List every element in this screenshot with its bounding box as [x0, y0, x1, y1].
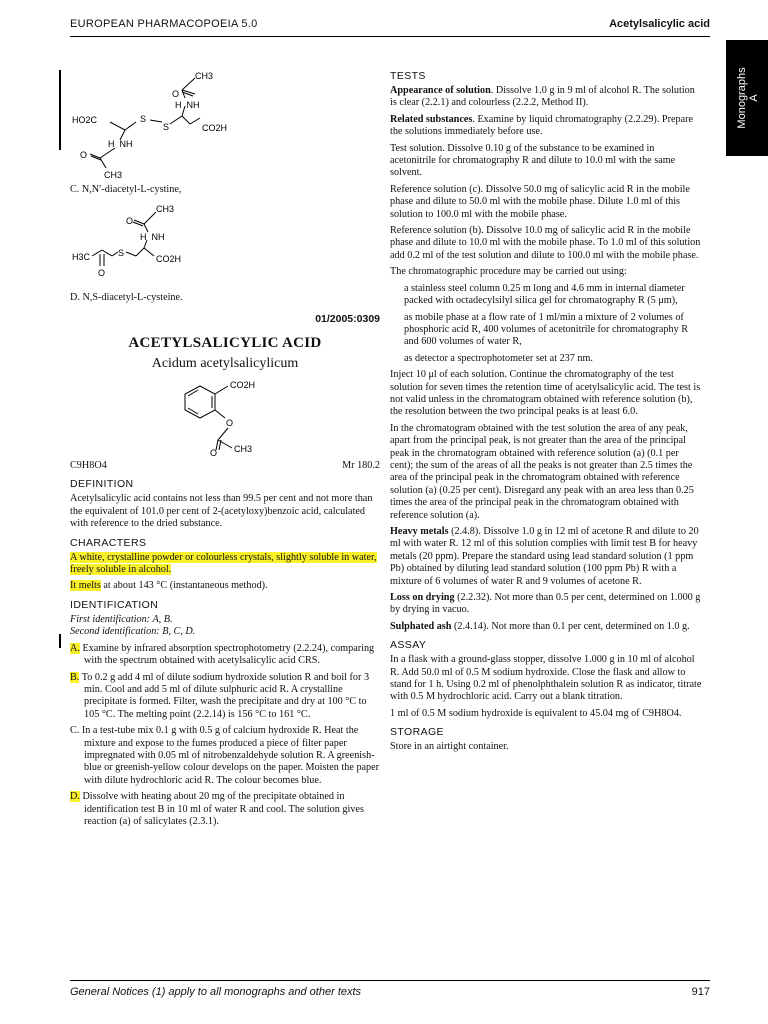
heavy-metals-text: (2.4.8). Dissolve 1.0 g in 12 ml of acetone R and dilute to 20 ml with water R. 12 ml of this solution complies with limit test B for heavy metals (20 ppm). Prepare the standard using lead standard solution (1 ppm Pb) obtained by diluting lead standard solution (100 ppm Pb) R with a mixture of 6 volumes of water R and 9 volumes of acetone R.	[390, 526, 699, 587]
struct-c-o-top: O	[172, 89, 180, 99]
struct-c-ch3-top: CH3	[195, 71, 214, 81]
right-column	[390, 70, 702, 758]
struct-c-nh-top: H NH	[175, 100, 200, 110]
limits-text: In the chromatogram obtained with the test solution the area of any peak, apart from the principal peak, is not greater than the area of the principal peak in the chromatogram obtained with reference solution (a) (0.1 per cent); the sum of the areas of all the peaks is not greater than 2.5 times the area of the principal peak in the chromatogram obtained with reference solution (a) (0.25 per cent). Disregard any peak with an area less than 0.25 times the area of the principal peak in the chromatogram obtained with reference solution (a).	[390, 422, 694, 521]
id-b-text: To 0.2 g add 4 ml of dilute sodium hydroxide solution R and boil for 3 min. Cool and add 5 ml of dilute sulphuric acid R. A crystalline precipitate is formed. Filter, wash the precipitate and dry at 100 °C to 105 °C. The melting point (2.2.14) is 156 °C to 161 °C.	[79, 671, 370, 720]
struct-d-nh: H NH	[140, 232, 165, 243]
procedure-mobile-phase: as mobile phase at a flow rate of 1 ml/min a mixture of 2 volumes of phosphoric acid R, 400 volumes of acetonitrile for chromatography R and 600 volumes of water R,	[404, 311, 689, 348]
struct-main-co2h: CO2H	[230, 380, 256, 391]
reference-solution-b: Reference solution (b). Dissolve 10.0 mg of salicylic acid R in the mobile phase and dilute to 10.0 ml with the mobile phase. To 1.0 ml of this solution add 0.2 ml of the test solution and dilute to 100.0 ml with the mobile phase.	[390, 225, 701, 261]
definition-heading: DEFINITION	[70, 478, 134, 491]
molecular-formula: C9H8O4	[70, 460, 107, 472]
caption-d: D. N,S-diacetyl-L-cysteine.	[70, 292, 183, 304]
id-b-label: B.	[70, 671, 80, 683]
page-number: 917	[691, 986, 710, 998]
relative-molecular-mass: Mr 180.2	[342, 460, 380, 472]
structure-acetylsalicylic-acid	[70, 378, 380, 456]
related-heading: Related substances	[390, 113, 473, 125]
first-identification: First identification: A, B.	[70, 613, 173, 625]
monograph-reference: 01/2005:0309	[315, 312, 380, 325]
footer-rule	[70, 980, 710, 981]
procedure-intro: The chromatographic procedure may be carried out using:	[390, 266, 627, 278]
struct-main-o-carbonyl: O	[210, 448, 218, 457]
structure-c-diacetylcystine	[70, 60, 270, 182]
procedure-column: a stainless steel column 0.25 m long and 4.6 mm in internal diameter packed with octadecylsilyl silica gel for chromatography R (5 μm),	[404, 282, 685, 307]
monograph-title: ACETYLSALICYLIC ACID	[128, 335, 322, 352]
struct-d-ch3-top: CH3	[156, 204, 175, 215]
equivalence-text: 1 ml of 0.5 M sodium hydroxide is equivalent to 45.04 mg of C9H8O4.	[390, 707, 682, 719]
footer-note: General Notices (1) apply to all monographs and other texts	[70, 986, 362, 998]
monographs-tab	[726, 40, 768, 156]
structure-d-diacetylcysteine	[70, 204, 270, 290]
struct-c-co2h: CO2H	[202, 123, 228, 133]
struct-c-nh-bottom: H NH	[108, 139, 133, 149]
change-bar-characters	[59, 634, 61, 648]
injection-text: Inject 10 μl of each solution. Continue the chromatography of the test solution for seven times the retention time of acetylsalicylic acid. The test is not valid unless in the chromatogram obtained with reference solution (b), the resolution between the two principal peaks is at least 6.0.	[390, 369, 701, 418]
storage-heading: STORAGE	[390, 726, 444, 739]
running-header-right: Acetylsalicylic acid	[609, 18, 710, 30]
tests-heading: TESTS	[390, 70, 426, 82]
struct-c-ch3-bottom: CH3	[104, 170, 123, 180]
procedure-detector: as detector a spectrophotometer set at 237 nm.	[404, 352, 593, 364]
id-a-label: A.	[70, 642, 80, 654]
monograph-latin-name: Acidum acetylsalicylicum	[151, 355, 299, 371]
struct-d-h3c: H3C	[72, 252, 91, 263]
loss-on-drying-heading: Loss on drying	[390, 592, 455, 604]
struct-d-co2h: CO2H	[156, 254, 182, 265]
id-a-text: Examine by infrared absorption spectrophotometry (2.2.24), comparing with the spectrum obtained with acetylsalicylic acid CRS.	[79, 642, 375, 667]
struct-d-s: S	[118, 248, 125, 259]
running-header-left: EUROPEAN PHARMACOPOEIA 5.0	[70, 18, 258, 30]
related-text: . Examine by liquid chromatography (2.2.29). Prepare the solutions immediately before use.	[390, 113, 694, 138]
melting-text: at about 143 °C (instantaneous method).	[100, 580, 268, 592]
struct-c-ho2c: HO2C	[72, 115, 98, 125]
test-solution: Test solution. Dissolve 0.10 g of the substance to be examined in acetonitrile for chromatography R and dilute to 10.0 ml with the same solvent.	[390, 142, 676, 179]
struct-c-o-bottom: O	[80, 150, 88, 160]
struct-d-o-top: O	[126, 216, 134, 227]
characters-heading: CHARACTERS	[70, 536, 147, 549]
storage-text: Store in an airtight container.	[390, 741, 509, 753]
formula-row	[70, 460, 380, 472]
reference-solution-c: Reference solution (c). Dissolve 50.0 mg of salicylic acid R in the mobile phase and dilute to 50.0 ml with the mobile phase. Dilute 1.0 ml of this solution to 100.0 ml with the mobile phase.	[390, 183, 690, 220]
left-column	[70, 60, 380, 832]
change-bar-top	[59, 70, 61, 150]
id-d-text: Dissolve with heating about 20 mg of the precipitate obtained in identification test B in 10 ml of water R and cool. The solution gives reaction (a) of salicylates (2.3.1).	[79, 791, 364, 827]
struct-c-s2: S	[163, 122, 170, 132]
appearance-text: . Dissolve 1.0 g in 9 ml of alcohol R. The solution is clear (2.2.1) and colourless (2.2.2, Method II).	[390, 85, 695, 109]
loss-on-drying-text: (2.2.32). Not more than 0.5 per cent, determined on 1.000 g by drying in vacuo.	[390, 592, 701, 616]
tab-letter: A	[748, 94, 760, 102]
sulphated-ash-heading: Sulphated ash	[390, 620, 452, 632]
appearance-heading: Appearance of solution	[390, 85, 491, 96]
definition-text: Acetylsalicylic acid contains not less than 99.5 per cent and not more than the equivalent of 101.0 per cent of 2-(acetyloxy)benzoic acid, calculated with reference to the dried substance.	[70, 493, 373, 530]
identification-heading: IDENTIFICATION	[70, 598, 159, 611]
sulphated-ash-text: (2.4.14). Not more than 0.1 per cent, determined on 1.0 g.	[451, 620, 690, 632]
characters-highlight: A white, crystalline powder or colourless crystals, slightly soluble in water, freely soluble in alcohol.	[70, 551, 377, 576]
melting-highlight: It melts	[70, 580, 101, 592]
assay-heading: ASSAY	[390, 639, 427, 652]
heavy-metals-heading: Heavy metals	[390, 526, 449, 537]
tab-label: Monographs	[736, 67, 748, 129]
second-identification: Second identification: B, C, D.	[70, 626, 196, 638]
id-c-text: C. In a test-tube mix 0.1 g with 0.5 g of calcium hydroxide R. Heat the mixture and expose to the fumes produced a piece of filter paper impregnated with 0.05 ml of nitrobenzaldehyde solution R. A greenish-blue or greenish-yellow colour develops on the paper. Moisten the paper with dilute hydrochloric acid R. The colour becomes blue.	[70, 725, 380, 786]
header-rule	[70, 36, 710, 37]
struct-main-ch3: CH3	[234, 444, 253, 455]
caption-c: C. N,N′-diacetyl-L-cystine,	[70, 184, 182, 195]
assay-text: In a flask with a ground-glass stopper, dissolve 1.000 g in 10 ml of alcohol R. Add 50.0 ml of 0.5 M sodium hydroxide. Close the flask and allow to stand for 1 h. Using 0.2 ml of phenolphthalein solution R as indicator, titrate with 0.5 M hydrochloric acid. Carry out a blank titration.	[390, 654, 702, 703]
struct-d-o-bottom: O	[98, 268, 106, 279]
struct-c-s1: S	[140, 114, 147, 124]
struct-main-o-ester: O	[226, 418, 234, 429]
id-d-label: D.	[70, 791, 80, 803]
